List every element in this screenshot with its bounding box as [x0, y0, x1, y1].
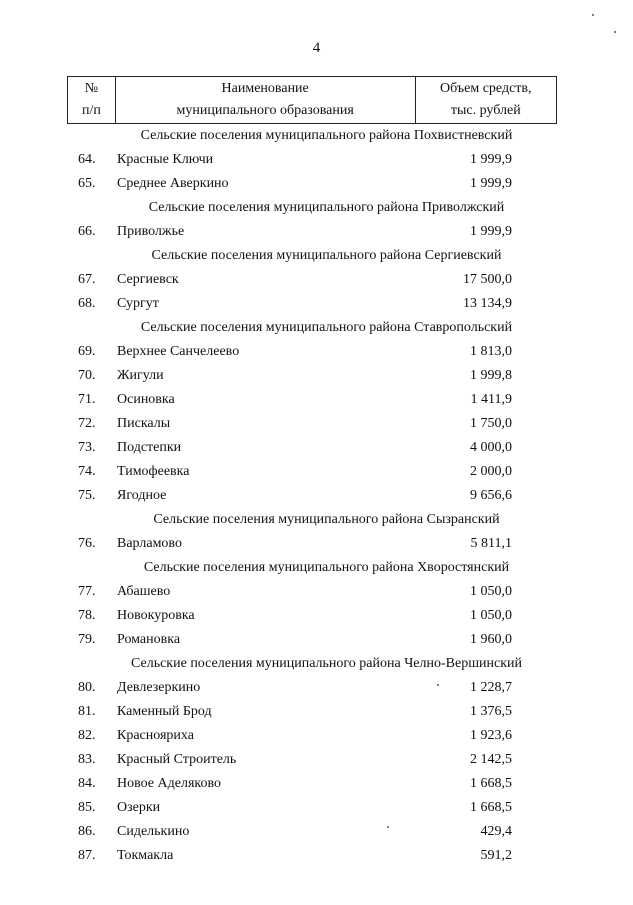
table-row: [0, 700, 633, 724]
row-number: 69.: [78, 344, 96, 359]
row-number: 81.: [78, 704, 96, 719]
row-name: Абашево: [117, 584, 171, 599]
row-name: Верхнее Санчелеево: [117, 344, 240, 359]
row-amount: 2 000,0: [470, 464, 512, 479]
table-row: [0, 628, 633, 652]
table-body: [0, 124, 633, 868]
table-row: [0, 292, 633, 316]
row-name: Сергиевск: [117, 272, 179, 287]
row-number: 66.: [78, 224, 96, 239]
row-amount: 5 811,1: [470, 536, 512, 551]
column-header-amount-line2: тыс. рублей: [450, 103, 521, 118]
table-row: [0, 412, 633, 436]
row-amount: 1 960,0: [470, 632, 512, 647]
column-header-name-line1: Наименование: [221, 81, 309, 96]
row-name: Романовка: [117, 632, 181, 647]
table-row: [0, 676, 633, 700]
row-amount: 1 999,9: [470, 176, 512, 191]
table-row: [0, 724, 633, 748]
table-row: [0, 148, 633, 172]
row-number: 85.: [78, 800, 96, 815]
table-row: [0, 820, 633, 844]
row-name: Девлезеркино: [117, 680, 201, 695]
column-header-name: [115, 77, 415, 124]
row-name: Токмакла: [117, 848, 174, 863]
row-amount: 1 228,7: [470, 680, 512, 695]
row-name: Ягодное: [117, 488, 167, 503]
scan-speck: [387, 826, 389, 828]
scan-speck: [437, 684, 439, 686]
column-header-number: [68, 77, 116, 124]
table-row: [0, 436, 633, 460]
table-row: [0, 748, 633, 772]
row-amount: 1 923,6: [470, 728, 512, 743]
row-name: Осиновка: [117, 392, 175, 407]
row-number: 74.: [78, 464, 96, 479]
column-header-name-line2: муниципального образования: [176, 103, 354, 118]
row-name: Варламово: [117, 536, 182, 551]
row-name: Жигули: [117, 368, 164, 383]
row-number: 71.: [78, 392, 96, 407]
row-name: Подстепки: [117, 440, 182, 455]
table-row: [0, 532, 633, 556]
row-amount: 4 000,0: [470, 440, 512, 455]
table-row: [0, 580, 633, 604]
row-amount: 1 999,9: [470, 152, 512, 167]
row-amount: 1 411,9: [470, 392, 512, 407]
row-amount: 2 142,5: [470, 752, 512, 767]
row-amount: 1 668,5: [470, 800, 512, 815]
row-amount: 17 500,0: [463, 272, 512, 287]
row-amount: 1 999,9: [470, 224, 512, 239]
section-title: Сельские поселения муниципального района Сызранский: [153, 512, 500, 527]
table-row: [0, 172, 633, 196]
row-name: Красные Ключи: [117, 152, 214, 167]
table-row: [0, 844, 633, 868]
row-number: 86.: [78, 824, 96, 839]
row-number: 84.: [78, 776, 96, 791]
row-name: Новокуровка: [117, 608, 195, 623]
table-row: [0, 364, 633, 388]
row-amount: 13 134,9: [463, 296, 512, 311]
table-row: [0, 268, 633, 292]
row-number: 78.: [78, 608, 96, 623]
table-row: [0, 388, 633, 412]
row-number: 82.: [78, 728, 96, 743]
column-header-amount-line1: Объем средств,: [440, 81, 532, 96]
row-name: Среднее Аверкино: [117, 176, 229, 191]
row-amount: 1 050,0: [470, 584, 512, 599]
row-name: Озерки: [117, 800, 161, 815]
column-header-number-line2: п/п: [81, 103, 101, 118]
row-number: 79.: [78, 632, 96, 647]
row-amount: 1 999,8: [470, 368, 512, 383]
row-name: Красный Строитель: [117, 752, 237, 767]
row-number: 64.: [78, 152, 96, 167]
row-name: Краснояриха: [117, 728, 194, 743]
row-name: Сиделькино: [117, 824, 190, 839]
row-number: 70.: [78, 368, 96, 383]
row-number: 83.: [78, 752, 96, 767]
row-name: Тимофеевка: [117, 464, 190, 479]
row-number: 67.: [78, 272, 96, 287]
table-row: [0, 796, 633, 820]
row-name: Приволжье: [117, 224, 185, 239]
section-title: Сельские поселения муниципального района Хворостянский: [143, 560, 510, 575]
section-title: Сельские поселения муниципального района Челно-Вершинский: [131, 656, 522, 671]
table-header: [67, 76, 557, 124]
row-amount: 1 813,0: [470, 344, 512, 359]
section-title: Сельские поселения муниципального района Похвистневский: [140, 128, 513, 143]
table-row: [0, 340, 633, 364]
section-title: Сельские поселения муниципального района Приволжский: [148, 200, 505, 215]
row-amount: 1 050,0: [470, 608, 512, 623]
section-title: Сельские поселения муниципального района Ставропольский: [140, 320, 513, 335]
table-row: [0, 460, 633, 484]
row-number: 72.: [78, 416, 96, 431]
table-row: [0, 484, 633, 508]
table-row: [0, 772, 633, 796]
row-name: Каменный Брод: [117, 704, 212, 719]
scan-speck: [614, 31, 616, 33]
row-amount: 1 668,5: [470, 776, 512, 791]
row-amount: 9 656,6: [470, 488, 512, 503]
row-number: 73.: [78, 440, 96, 455]
row-amount: 1 750,0: [470, 416, 512, 431]
row-amount: 591,2: [480, 848, 512, 863]
column-header-number-line1: №: [84, 81, 99, 96]
row-amount: 1 376,5: [470, 704, 512, 719]
row-name: Новое Аделяково: [117, 776, 221, 791]
row-number: 76.: [78, 536, 96, 551]
scan-speck: [592, 14, 594, 16]
row-number: 77.: [78, 584, 96, 599]
page-number: 4: [312, 40, 321, 56]
row-amount: 429,4: [480, 824, 512, 839]
table-row: [0, 220, 633, 244]
row-number: 80.: [78, 680, 96, 695]
table-row: [0, 604, 633, 628]
section-title: Сельские поселения муниципального района Сергиевский: [151, 248, 502, 263]
row-name: Пискалы: [117, 416, 171, 431]
row-number: 68.: [78, 296, 96, 311]
row-number: 87.: [78, 848, 96, 863]
row-number: 65.: [78, 176, 96, 191]
row-name: Сургут: [117, 296, 159, 311]
column-header-amount: [415, 77, 556, 124]
row-number: 75.: [78, 488, 96, 503]
